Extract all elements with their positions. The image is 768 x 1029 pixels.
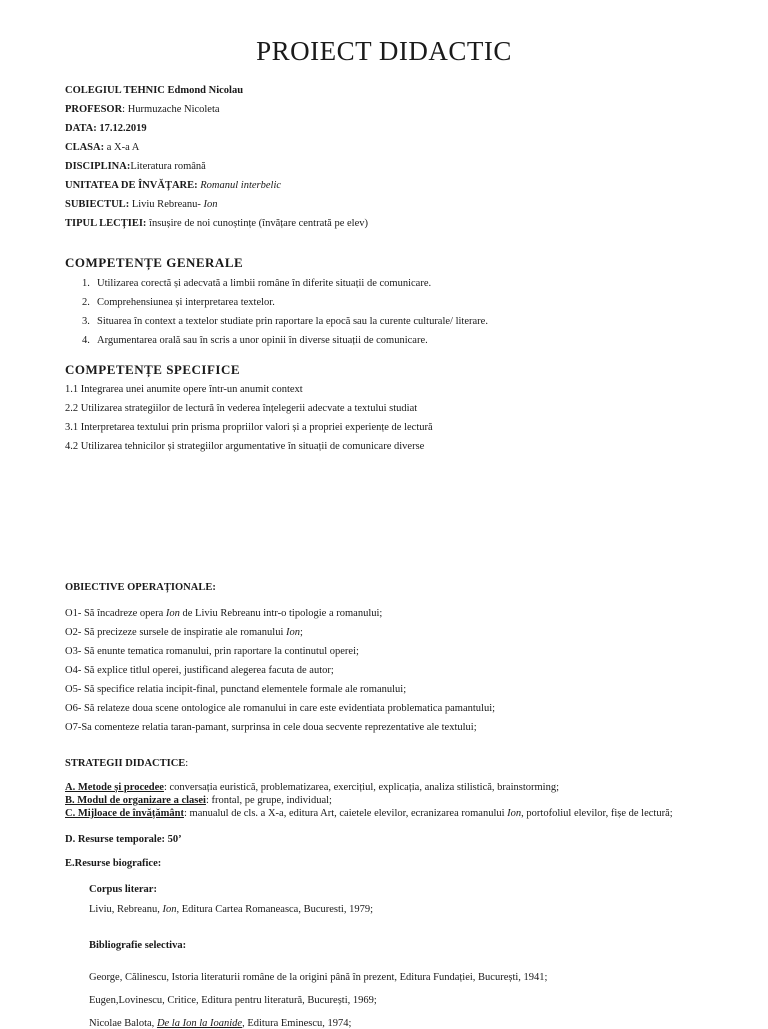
header-label: PROFESOR <box>65 104 123 115</box>
competenta-generala-item <box>82 297 275 308</box>
header-line <box>65 142 139 153</box>
obiective-heading: OBIECTIVE OPERAȚIONALE: <box>65 582 216 593</box>
header-line <box>65 85 243 96</box>
obiectiv-text: O1- Să încadreze opera <box>65 608 166 619</box>
corpus-heading: Corpus literar: <box>89 884 157 895</box>
strategie-text: : conversația euristică, problematizarea, exercițiul, explicația, analiza stilistică, brainstorming; <box>163 782 560 793</box>
header-value-italic: Romanul interbelic <box>200 180 282 191</box>
competente-specifice-heading: COMPETENȚE SPECIFICE <box>65 362 241 377</box>
header-value: Liviu Rebreanu- <box>131 199 204 210</box>
bibliografie-item <box>89 995 377 1006</box>
corpus-italic: Ion <box>162 904 177 915</box>
corpus-text: Liviu, Rebreanu, <box>89 904 163 915</box>
item-number: 3. <box>82 316 90 327</box>
item-number: 2. <box>82 297 90 308</box>
obiectiv-item <box>65 722 477 733</box>
header-line <box>65 104 220 115</box>
obiectiv-item <box>65 684 406 695</box>
bibliografie-text: Nicolae Balota, <box>89 1018 157 1029</box>
obiectiv-text: O5- Să specifice relatia incipit-final, punctand elementele formale ale romanului; <box>65 684 407 695</box>
strategii-heading <box>65 758 188 769</box>
header-value: Hurmuzache Nicoleta <box>127 104 220 115</box>
obiectiv-item <box>65 627 303 638</box>
obiectiv-text: O2- Să precizeze sursele de inspiratie ale romanului <box>65 627 286 638</box>
obiectiv-item <box>65 646 359 657</box>
header-label: COLEGIUL TEHNIC Edmond Nicolau <box>65 85 244 96</box>
corpus-text-end: , Editura Cartea Romaneasca, Bucuresti, 1979; <box>176 904 374 915</box>
strategie-text: : manualul de cls. a X-a, editura Art, caietele elevilor, ecranizarea romanului <box>183 808 508 819</box>
obiectiv-text: O7-Sa comenteze relatia taran-pamant, surprinsa in cele doua secvente reprezentative ale textului; <box>65 722 477 733</box>
header-label: DISCIPLINA: <box>65 161 131 172</box>
strategii-heading-tail: : <box>185 758 189 769</box>
competenta-specifica-item: 4.2 Utilizarea tehnicilor și strategiilor argumentative în situații de comunicare diverse <box>65 441 425 452</box>
item-text: Argumentarea orală sau în scris a unor opinii în diverse situații de comunicare. <box>97 335 428 346</box>
header-label: TIPUL LECȚIEI: <box>65 218 147 229</box>
strategie-text: : frontal, pe grupe, individual; <box>205 795 332 806</box>
header-line <box>65 218 368 229</box>
obiectiv-text: O3- Să enunte tematica romanului, prin raportare la continutul operei; <box>65 646 359 657</box>
corpus-entry <box>89 904 373 915</box>
strategie-text-end: , portofoliul elevilor, fișe de lectură; <box>521 808 673 819</box>
strategie-a <box>65 782 559 793</box>
header-label: DATA: 17.12.2019 <box>65 123 147 134</box>
obiectiv-item <box>65 703 495 714</box>
obiectiv-text-end: de Liviu Rebreanu intr-o tipologie a romanului; <box>179 608 383 619</box>
strategie-c <box>65 808 673 819</box>
item-text: Comprehensiunea și interpretarea textelor. <box>97 297 275 308</box>
competenta-specifica-item: 3.1 Interpretarea textului prin prisma propriilor valori și a propriei experiențe de lectură <box>65 422 433 433</box>
obiectiv-text-end: ; <box>300 627 303 638</box>
obiectiv-item <box>65 665 334 676</box>
obiectiv-italic: Ion <box>286 627 300 638</box>
strategii-heading-text: STRATEGII DIDACTICE <box>65 758 186 769</box>
header-value: Literatura română <box>130 161 206 172</box>
header-label: SUBIECTUL: <box>65 199 130 210</box>
strategie-italic: Ion <box>507 808 522 819</box>
header-sep: : <box>122 104 128 115</box>
strategie-label: B. Modul de organizare a clasei <box>65 795 206 806</box>
bibliografie-item <box>89 972 547 983</box>
bibliografie-text: George, Călinescu, Istoria literaturii române de la origini până în prezent, Editura Fundației, București, 1941; <box>89 972 548 983</box>
header-line <box>65 180 281 191</box>
bibliografie-text-end: , Editura Eminescu, 1974; <box>242 1018 352 1029</box>
header-value: a X-a A <box>106 142 140 153</box>
item-number: 1. <box>82 278 90 289</box>
item-number: 4. <box>82 335 90 346</box>
competenta-specifica-item: 1.1 Integrarea unei anumite opere într-un anumit context <box>65 384 303 395</box>
obiectiv-italic: Ion <box>165 608 180 619</box>
bibliografie-text: Eugen,Lovinescu, Critice, Editura pentru literatură, București, 1969; <box>89 995 377 1006</box>
competente-generale-heading: COMPETENȚE GENERALE <box>65 255 244 270</box>
strategie-label: A. Metode și procedee <box>65 782 164 793</box>
strategie-label: C. Mijloace de învățământ <box>65 808 184 819</box>
competenta-specifica-item: 2.2 Utilizarea strategiilor de lectură în vederea înțelegerii adecvate a textului studiat <box>65 403 418 414</box>
item-text: Situarea în context a textelor studiate prin raportare la epocă sau la curente culturale/ literare. <box>97 316 488 327</box>
competenta-generala-item <box>82 278 431 289</box>
page-title: PROIECT DIDACTIC <box>256 36 512 66</box>
resurse-temporale: D. Resurse temporale: 50’ <box>65 834 182 845</box>
header-label: UNITATEA DE ÎNVĂȚARE: <box>65 180 198 191</box>
competenta-generala-item <box>82 316 488 327</box>
item-text: Utilizarea corectă și adecvată a limbii române în diferite situații de comunicare. <box>97 278 432 289</box>
header-line <box>65 199 218 210</box>
header-line <box>65 123 147 134</box>
header-line <box>65 161 206 172</box>
resurse-biografice: E.Resurse biografice: <box>65 858 162 869</box>
obiectiv-item <box>65 608 382 619</box>
bibliografie-italic: De la Ion la Ioanide <box>156 1018 243 1029</box>
strategie-b <box>65 795 332 806</box>
competenta-generala-item <box>82 335 428 346</box>
header-value: însușire de noi cunoștințe (învățare centrată pe elev) <box>149 218 368 229</box>
bibliografie-heading: Bibliografie selectiva: <box>89 940 187 951</box>
obiectiv-text: O4- Să explice titlul operei, justificand alegerea facuta de autor; <box>65 665 334 676</box>
obiectiv-text: O6- Să relateze doua scene ontologice ale romanului in care este evidentiata problematica pamantului; <box>65 703 496 714</box>
header-label: CLASA: <box>65 142 105 153</box>
header-value-italic: Ion <box>203 199 218 210</box>
